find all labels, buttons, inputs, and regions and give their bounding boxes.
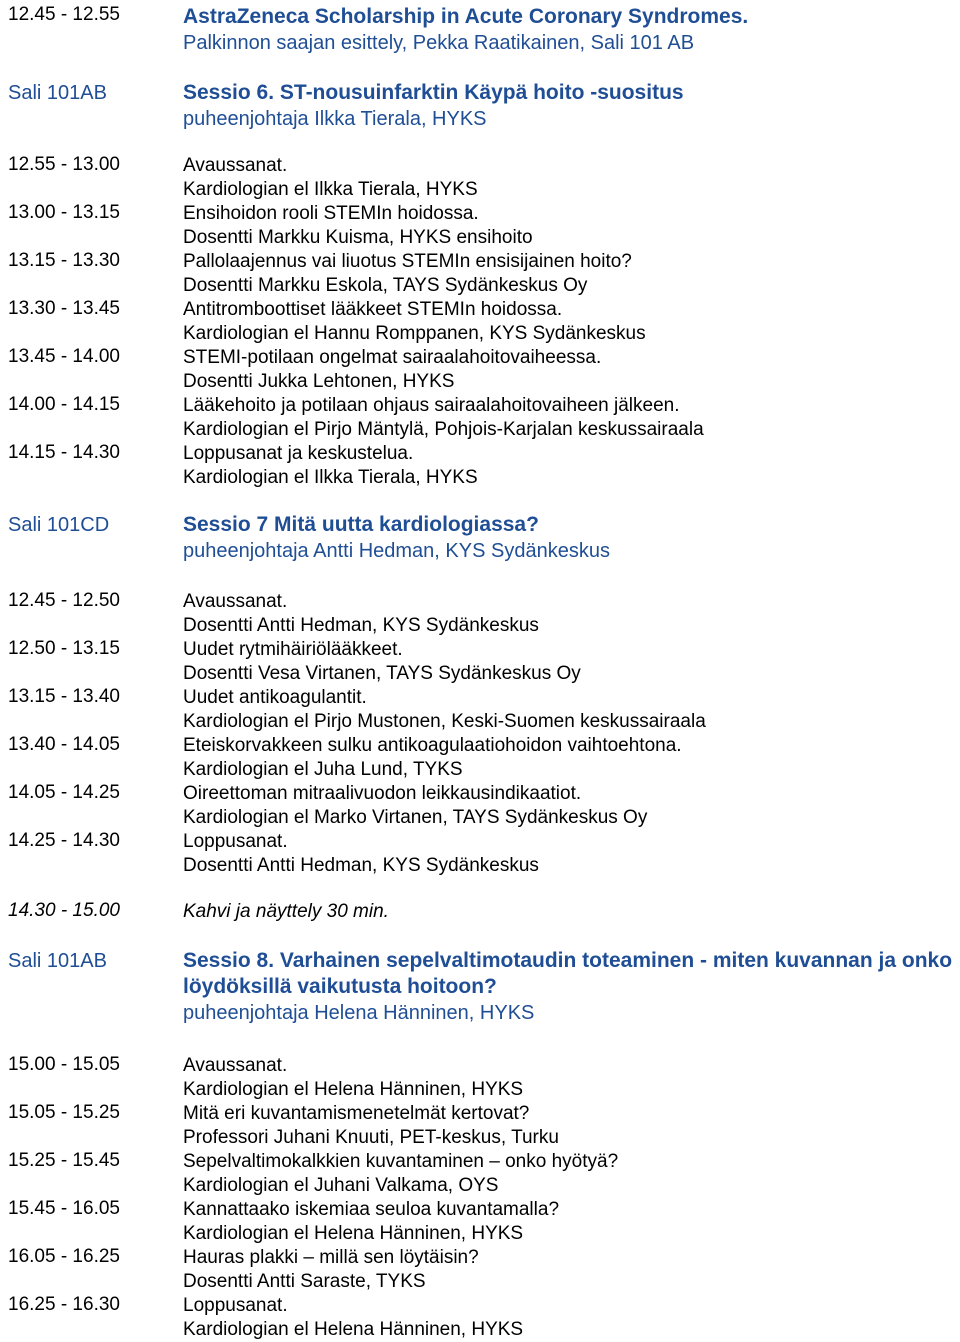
talk-speaker: Dosentti Markku Eskola, TAYS Sydänkeskus Oy xyxy=(183,275,588,296)
talk-title: Uudet rytmihäiriölääkkeet. xyxy=(183,639,403,660)
award-subtitle: Palkinnon saajan esittely, Pekka Raatikainen, Sali 101 AB xyxy=(183,32,695,54)
talk-speaker: Kardiologian el Helena Hänninen, HYKS xyxy=(183,1079,524,1100)
talk-title: Avaussanat. xyxy=(183,1055,288,1076)
time-slot: 12.45 - 12.50 xyxy=(8,590,120,611)
talk-speaker: Professori Juhani Knuuti, PET-keskus, Turku xyxy=(183,1127,559,1148)
session-room: Sali 101AB xyxy=(8,950,107,972)
talk-title: STEMI-potilaan ongelmat sairaalahoitovaiheessa. xyxy=(183,347,602,368)
session-title: Sessio 7 Mitä uutta kardiologiassa? xyxy=(183,513,539,536)
talk-speaker: Dosentti Vesa Virtanen, TAYS Sydänkeskus Oy xyxy=(183,663,581,684)
time-slot: 13.30 - 13.45 xyxy=(8,298,120,319)
time-slot: 14.30 - 15.00 xyxy=(8,900,120,921)
talk-title: Loppusanat ja keskustelua. xyxy=(183,443,414,464)
session-chair: puheenjohtaja Helena Hänninen, HYKS xyxy=(183,1002,535,1024)
talk-speaker: Kardiologian el Juhani Valkama, OYS xyxy=(183,1175,499,1196)
session-room: Sali 101AB xyxy=(8,82,107,104)
talk-speaker: Kardiologian el Hannu Romppanen, KYS Sydänkeskus xyxy=(183,323,646,344)
talk-speaker: Dosentti Markku Kuisma, HYKS ensihoito xyxy=(183,227,533,248)
session-chair: puheenjohtaja Ilkka Tierala, HYKS xyxy=(183,108,487,130)
session-room: Sali 101CD xyxy=(8,514,110,536)
talk-speaker: Kardiologian el Helena Hänninen, HYKS xyxy=(183,1319,524,1340)
talk-speaker: Kardiologian el Pirjo Mustonen, Keski-Suomen keskussairaala xyxy=(183,711,706,732)
talk-title: Ensihoidon rooli STEMIn hoidossa. xyxy=(183,203,479,224)
talk-speaker: Dosentti Antti Hedman, KYS Sydänkeskus xyxy=(183,615,539,636)
time-slot: 13.45 - 14.00 xyxy=(8,346,120,367)
talk-speaker: Dosentti Antti Hedman, KYS Sydänkeskus xyxy=(183,855,539,876)
award-title: AstraZeneca Scholarship in Acute Coronary Syndromes. xyxy=(183,5,749,28)
talk-speaker: Dosentti Jukka Lehtonen, HYKS xyxy=(183,371,455,392)
time-slot: 12.50 - 13.15 xyxy=(8,638,120,659)
talk-speaker: Kardiologian el Ilkka Tierala, HYKS xyxy=(183,179,478,200)
talk-title: Oireettoman mitraalivuodon leikkausindikaatiot. xyxy=(183,783,582,804)
time-slot: 13.15 - 13.40 xyxy=(8,686,120,707)
time-slot: 14.15 - 14.30 xyxy=(8,442,120,463)
talk-speaker: Kardiologian el Juha Lund, TYKS xyxy=(183,759,463,780)
talk-title: Loppusanat. xyxy=(183,1295,288,1316)
time-slot: 14.25 - 14.30 xyxy=(8,830,120,851)
session-title: Sessio 6. ST-nousuinfarktin Käypä hoito -suositus xyxy=(183,81,684,104)
talk-title: Avaussanat. xyxy=(183,155,288,176)
time-slot: 13.15 - 13.30 xyxy=(8,250,120,271)
time-slot: 13.00 - 13.15 xyxy=(8,202,120,223)
talk-title: Sepelvaltimokalkkien kuvantaminen – onko hyötyä? xyxy=(183,1151,619,1172)
talk-speaker: Kardiologian el Marko Virtanen, TAYS Sydänkeskus Oy xyxy=(183,807,648,828)
talk-title: Kannattaako iskemiaa seuloa kuvantamalla? xyxy=(183,1199,560,1220)
time-slot: 14.05 - 14.25 xyxy=(8,782,120,803)
talk-speaker: Kardiologian el Helena Hänninen, HYKS xyxy=(183,1223,524,1244)
time-slot: 16.25 - 16.30 xyxy=(8,1294,120,1315)
talk-speaker: Dosentti Antti Saraste, TYKS xyxy=(183,1271,426,1292)
talk-title: Avaussanat. xyxy=(183,591,288,612)
time-slot: 15.25 - 15.45 xyxy=(8,1150,120,1171)
time-slot: 15.05 - 15.25 xyxy=(8,1102,120,1123)
talk-title: Hauras plakki – millä sen löytäisin? xyxy=(183,1247,479,1268)
break-title: Kahvi ja näyttely 30 min. xyxy=(183,901,389,922)
talk-title: Mitä eri kuvantamismenetelmät kertovat? xyxy=(183,1103,530,1124)
session-chair: puheenjohtaja Antti Hedman, KYS Sydänkeskus xyxy=(183,540,610,562)
talk-title: Uudet antikoagulantit. xyxy=(183,687,367,708)
session-title: Sessio 8. Varhainen sepelvaltimotaudin toteaminen - miten kuvannan ja onko löydöksillä vaikutusta hoitoon? xyxy=(183,949,953,998)
talk-speaker: Kardiologian el Ilkka Tierala, HYKS xyxy=(183,467,478,488)
talk-title: Antitromboottiset lääkkeet STEMIn hoidossa. xyxy=(183,299,563,320)
time-slot: 15.00 - 15.05 xyxy=(8,1054,120,1075)
talk-speaker: Kardiologian el Pirjo Mäntylä, Pohjois-Karjalan keskussairaala xyxy=(183,419,704,440)
time-slot: 13.40 - 14.05 xyxy=(8,734,120,755)
time-slot: 12.55 - 13.00 xyxy=(8,154,120,175)
talk-title: Pallolaajennus vai liuotus STEMIn ensisijainen hoito? xyxy=(183,251,632,272)
talk-title: Lääkehoito ja potilaan ohjaus sairaalahoitovaiheen jälkeen. xyxy=(183,395,680,416)
talk-title: Eteiskorvakkeen sulku antikoagulaatiohoidon vaihtoehtona. xyxy=(183,735,682,756)
time-slot: 15.45 - 16.05 xyxy=(8,1198,120,1219)
time-slot: 16.05 - 16.25 xyxy=(8,1246,120,1267)
time-slot: 14.00 - 14.15 xyxy=(8,394,120,415)
talk-title: Loppusanat. xyxy=(183,831,288,852)
time-slot: 12.45 - 12.55 xyxy=(8,4,120,25)
